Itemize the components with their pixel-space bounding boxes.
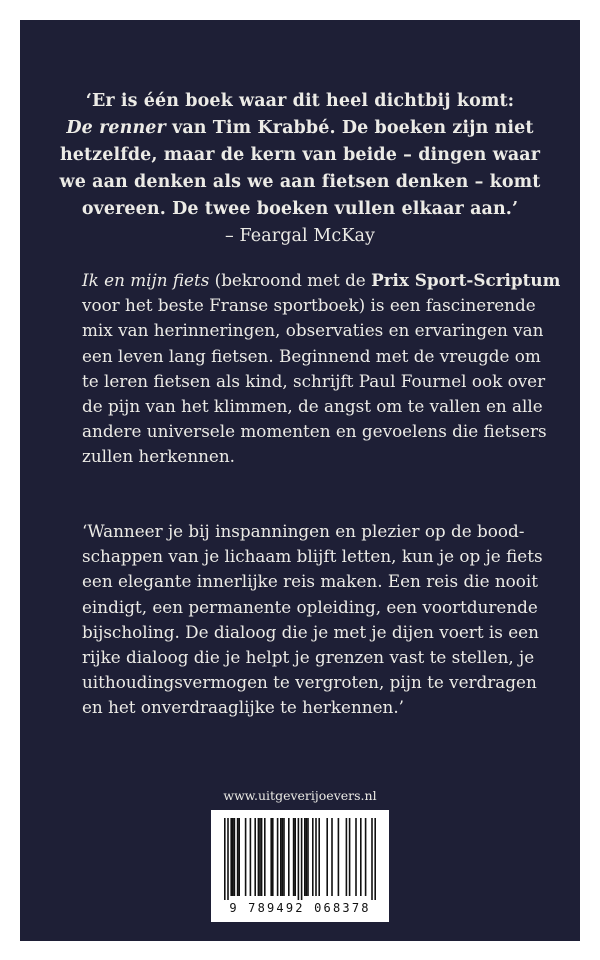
quote-line-rest: van Tim Krabbé. De boeken zijn niet [165, 118, 534, 138]
barcode-bar [283, 818, 285, 896]
barcode-bar [360, 818, 362, 896]
book-title: Ik en mijn fiets [82, 270, 210, 290]
excerpt-line: eindigt, een permanente opleiding, een voortdurende [82, 596, 538, 617]
barcode-bar [264, 818, 266, 896]
barcode-bar [346, 818, 348, 896]
barcode-bar [326, 818, 328, 896]
barcode-bar [294, 818, 296, 896]
description-line: te leren fietsen als kind, schrijft Paul Fournel ook over [82, 370, 546, 391]
quote-line [20, 115, 580, 142]
barcode-bar [230, 818, 232, 896]
barcode-bar [355, 818, 357, 896]
barcode-bar [280, 818, 282, 896]
barcode-bar [304, 818, 306, 896]
excerpt-line: en het onverdraaglijke te herkennen.’ [82, 697, 405, 718]
barcode-bar [301, 818, 303, 900]
excerpt-line: bijscholing. De dialoog die je met je dijen voert is een [82, 621, 539, 642]
barcode-bar [298, 818, 300, 900]
barcode-bar [315, 818, 317, 896]
barcode-bar [227, 818, 229, 900]
description-line: voor het beste Franse sportboek) is een fascinerende [82, 295, 536, 316]
quote-author: – Feargal McKay [224, 226, 376, 246]
barcode-bar [237, 818, 239, 896]
excerpt-line: uithoudingsvermogen te vergroten, pijn te verdragen [82, 672, 537, 693]
description-line: mix van herinneringen, observaties en ervaringen van [82, 320, 544, 341]
excerpt-line: ‘Wanneer je bij inspanningen en plezier op de bood- [82, 521, 525, 541]
barcode-bar [224, 818, 226, 900]
description-text: (bekroond met de [209, 270, 372, 290]
barcode-bar [331, 818, 333, 896]
book-title-de-renner: De renner [66, 118, 166, 138]
barcode-bar [258, 818, 260, 896]
quote-line: hetzelfde, maar de kern van beide – dingen waar [59, 145, 541, 165]
barcode-bar [270, 818, 272, 896]
barcode-bar [374, 818, 376, 900]
excerpt-line: schappen van je lichaam blijft letten, kun je op je fiets [82, 546, 543, 567]
prize-name: Prix Sport-Scriptum [371, 270, 561, 290]
barcode-bar [272, 818, 274, 896]
book-excerpt [82, 519, 543, 721]
back-cover [20, 20, 580, 941]
review-quote [20, 88, 580, 250]
barcode-bar [234, 818, 236, 896]
barcode-bar [259, 818, 261, 896]
barcode-bar [282, 818, 284, 896]
barcode-bar [349, 818, 351, 896]
barcode-bar [277, 818, 279, 896]
quote-line: overeen. De twee boeken vullen elkaar aan.’ [81, 199, 519, 219]
description-line: de pijn van het klimmen, de angst om te vallen en alle [82, 396, 543, 417]
barcode-bar [318, 818, 320, 896]
barcode-bar [232, 818, 234, 896]
barcode-bar [250, 818, 252, 896]
excerpt-line: rijke dialoog die je helpt je grenzen vast te stellen, je [82, 647, 535, 668]
barcode-bar [306, 818, 308, 896]
barcode-bar [312, 818, 314, 896]
barcode-bar [261, 818, 263, 896]
publisher-url[interactable]: www.uitgeverijoevers.nl [223, 788, 377, 803]
barcode-bar [288, 818, 290, 896]
description-line [82, 268, 561, 293]
isbn-number: 9 789492 068378 [229, 901, 371, 915]
isbn-barcode [211, 810, 389, 922]
barcode-bar [338, 818, 340, 896]
quote-line: we aan denken als we aan fietsen denken – komt [59, 172, 541, 192]
excerpt-line: een elegante innerlijke reis maken. Een reis die nooit [82, 571, 538, 592]
barcode-bar [371, 818, 373, 900]
barcode-bar [307, 818, 309, 896]
barcode-bar [245, 818, 247, 896]
book-description [82, 268, 561, 470]
description-line: zullen herkennen. [82, 446, 236, 467]
barcode-bar [254, 818, 256, 896]
barcode-bar [238, 818, 240, 896]
description-line: een leven lang fietsen. Beginnend met de vreugde om [82, 345, 541, 366]
barcode-bar [365, 818, 367, 896]
barcode-bar [293, 818, 295, 896]
description-line: andere universele momenten en gevoelens die fietsers [82, 421, 547, 442]
quote-line: ‘Er is één boek waar dit heel dichtbij komt: [85, 91, 515, 111]
